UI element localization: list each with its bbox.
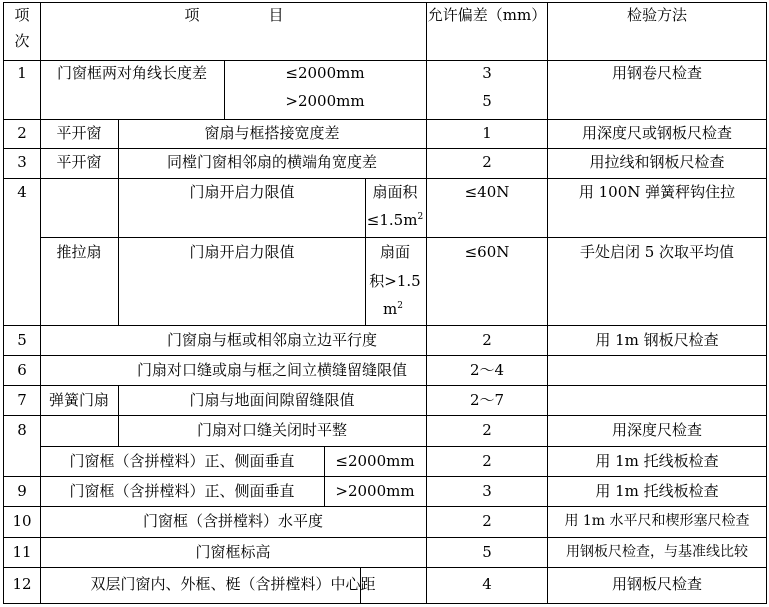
row-tolerance: 2	[482, 512, 492, 530]
row-item: 门窗框（含拼樘料）正、侧面垂直	[69, 482, 295, 500]
row-no: 1	[17, 64, 27, 82]
row-method: 用深度尺或钢板尺检查	[581, 124, 733, 142]
header-item-left: 项	[184, 6, 200, 24]
row-category: 平开窗	[56, 153, 102, 171]
row-item: 门扇开启力限值	[189, 243, 295, 261]
row-no: 11	[12, 543, 32, 561]
row-condition: $\le 1.5m^2$	[366, 211, 424, 229]
row-item: 门窗框（含拼樘料）水平度	[142, 512, 324, 530]
row-tolerance: ≤60N	[464, 243, 510, 261]
row-item: 同樘门窗相邻扇的横端角宽度差	[166, 153, 378, 171]
row-category: 推拉扇	[56, 243, 102, 261]
row-category: 弹簧门扇	[48, 391, 110, 409]
row-no: 3	[17, 153, 27, 171]
row-no: 9	[17, 482, 27, 500]
rule	[3, 567, 767, 568]
row-method: 用钢板尺检查	[611, 575, 703, 593]
row-item: 窗扇与框搭接宽度差	[204, 124, 340, 142]
rule	[224, 60, 225, 119]
row-item: 门扇开启力限值	[189, 183, 295, 201]
rule	[3, 2, 4, 604]
rule	[118, 119, 119, 179]
row-method: 用拉线和钢板尺检查	[589, 153, 725, 171]
row-tolerance: 3	[482, 64, 492, 82]
row-no: 12	[12, 575, 32, 593]
row-condition: 积>1.5	[369, 272, 421, 290]
rule	[324, 446, 325, 507]
row-method: 用钢板尺检查，与基准线比较	[566, 544, 748, 560]
rule	[3, 506, 767, 507]
rule	[3, 60, 767, 61]
row-tolerance: 2～7	[469, 391, 505, 409]
row-method: 用深度尺检查	[611, 421, 703, 439]
row-tolerance: 3	[482, 482, 492, 500]
row-tolerance: 1	[482, 124, 492, 142]
row-category: 平开窗	[56, 124, 102, 142]
row-no: 6	[17, 361, 27, 379]
header-no-line2: 次	[14, 32, 30, 50]
row-method: 用 100N 弹簧秤钩住拉	[578, 183, 736, 201]
row-item: 门窗扇与框或相邻扇立边平行度	[166, 331, 378, 349]
rule	[365, 178, 366, 326]
row-no: 5	[17, 331, 27, 349]
row-method: 用 1m 托线板检查	[595, 482, 719, 500]
row-item: 门扇对口缝或扇与框之间立横缝留缝限值	[136, 361, 408, 379]
row-method: 手处启闭 5 次取平均值	[579, 243, 735, 261]
row-tolerance: ≤40N	[464, 183, 510, 201]
header-no-line1: 项	[14, 6, 30, 24]
rule	[118, 178, 119, 326]
row-condition: 扇面	[379, 243, 411, 261]
rule	[3, 476, 767, 477]
row-method: 用 1m 托线板检查	[595, 452, 719, 470]
rule	[426, 2, 427, 604]
row-no: 4	[17, 183, 27, 201]
row-no: 10	[12, 512, 32, 530]
row-sub-condition: >2000mm	[285, 92, 365, 110]
rule	[766, 2, 767, 604]
rule	[40, 2, 41, 604]
row-tolerance: 2	[482, 331, 492, 349]
row-tolerance: 2～4	[469, 361, 505, 379]
row-item: 门扇对口缝关闭时平整	[196, 421, 348, 439]
row-method: 用 1m 钢板尺检查	[595, 331, 719, 349]
rule	[40, 237, 767, 238]
row-condition: $m^2$	[383, 300, 403, 318]
row-no: 2	[17, 124, 27, 142]
row-item: 双层门窗内、外框、梃（含拼樘料）中心距	[90, 575, 376, 593]
rule	[3, 537, 767, 538]
row-tolerance: 4	[482, 575, 492, 593]
row-condition: 扇面积	[372, 183, 418, 201]
row-tolerance: 2	[482, 421, 492, 439]
rule	[3, 2, 767, 3]
row-no: 7	[17, 391, 27, 409]
row-method: 用 1m 水平尺和楔形塞尺检查	[564, 513, 750, 529]
row-no: 8	[17, 421, 27, 439]
row-condition: >2000mm	[335, 482, 415, 500]
row-item: 门窗框（含拼樘料）正、侧面垂直	[69, 452, 295, 470]
row-tolerance: 2	[482, 452, 492, 470]
rule	[547, 2, 548, 604]
row-tolerance: 5	[482, 543, 492, 561]
row-method: 用钢卷尺检查	[611, 64, 703, 82]
rule	[3, 355, 767, 356]
header-tolerance: 允许偏差（mm）	[427, 6, 547, 24]
row-item: 门窗框两对角线长度差	[56, 64, 208, 82]
row-item: 门窗框标高	[195, 543, 271, 561]
row-tolerance: 5	[482, 92, 492, 110]
row-sub-condition: ≤2000mm	[285, 64, 365, 82]
row-tolerance: 2	[482, 153, 492, 171]
header-method: 检验方法	[626, 6, 688, 24]
superscript: 2	[417, 212, 424, 222]
superscript: 2	[397, 301, 403, 311]
rule	[40, 446, 767, 447]
row-condition: ≤2000mm	[335, 452, 415, 470]
rule	[3, 603, 767, 604]
header-item-right: 目	[268, 6, 284, 24]
row-item: 门扇与地面间隙留缝限值	[189, 391, 355, 409]
rule	[118, 385, 119, 446]
